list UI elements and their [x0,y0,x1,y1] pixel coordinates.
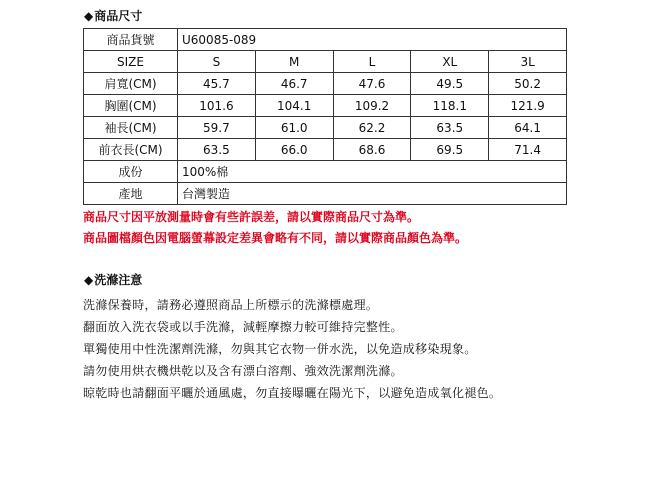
care-instruction: 請勿使用烘衣機烘乾以及含有漂白溶劑、強效洗潔劑洗滌。 [83,364,403,378]
row-label: 袖長(CM) [84,117,178,139]
origin-label: 產地 [84,183,178,205]
table-cell: 45.7 [178,73,256,95]
origin-row [84,183,567,205]
table-cell: 121.9 [489,95,567,117]
care-instruction: 洗滌保養時，請務必遵照商品上所標示的洗滌標處理。 [83,298,379,312]
table-row-shoulder [84,73,567,95]
care-section-title [84,272,142,288]
table-cell: 50.2 [489,73,567,95]
care-instruction: 單獨使用中性洗潔劑洗滌，勿與其它衣物一併水洗，以免造成移染現象。 [83,342,477,356]
size-label: SIZE [84,51,178,73]
size-header-3l: 3L [489,51,567,73]
table-cell: 109.2 [333,95,411,117]
color-difference-note: 商品圖檔顏色因電腦螢幕設定差異會略有不同，請以實際商品顏色為準。 [83,231,468,245]
table-cell: 46.7 [255,73,333,95]
size-header-s: S [178,51,256,73]
care-section-title-text: 洗滌注意 [94,273,143,287]
diamond-bullet-icon: ◆ [84,273,94,287]
size-section-title-text: 商品尺寸 [94,9,143,23]
product-code-value: U60085-089 [178,29,567,51]
product-code-label: 商品貨號 [84,29,178,51]
size-header-xl: XL [411,51,489,73]
size-header-row [84,51,567,73]
material-label: 成份 [84,161,178,183]
size-table [83,28,567,205]
material-value: 100%棉 [178,161,567,183]
table-cell: 101.6 [178,95,256,117]
row-label: 胸圍(CM) [84,95,178,117]
table-row-chest [84,95,567,117]
size-header-l: L [333,51,411,73]
care-instruction: 翻面放入洗衣袋或以手洗滌，減輕摩擦力較可維持完整性。 [83,320,403,334]
table-cell: 68.6 [333,139,411,161]
table-row-front-length [84,139,567,161]
table-cell: 66.0 [255,139,333,161]
table-cell: 49.5 [411,73,489,95]
material-row [84,161,567,183]
table-row-sleeve [84,117,567,139]
size-header-m: M [255,51,333,73]
table-cell: 64.1 [489,117,567,139]
table-cell: 63.5 [178,139,256,161]
row-label: 肩寬(CM) [84,73,178,95]
table-cell: 71.4 [489,139,567,161]
diamond-bullet-icon: ◆ [84,9,94,23]
table-cell: 63.5 [411,117,489,139]
table-cell: 59.7 [178,117,256,139]
table-cell: 69.5 [411,139,489,161]
size-section-title [84,8,142,24]
table-cell: 61.0 [255,117,333,139]
table-cell: 118.1 [411,95,489,117]
care-instruction: 晾乾時也請翻面平曬於通風處，勿直接曝曬在陽光下，以避免造成氧化褪色。 [83,386,502,400]
table-cell: 104.1 [255,95,333,117]
product-code-row [84,29,567,51]
table-cell: 62.2 [333,117,411,139]
table-cell: 47.6 [333,73,411,95]
size-measurement-note: 商品尺寸因平放測量時會有些許誤差，請以實際商品尺寸為準。 [83,210,420,224]
origin-value: 台灣製造 [178,183,567,205]
row-label: 前衣長(CM) [84,139,178,161]
